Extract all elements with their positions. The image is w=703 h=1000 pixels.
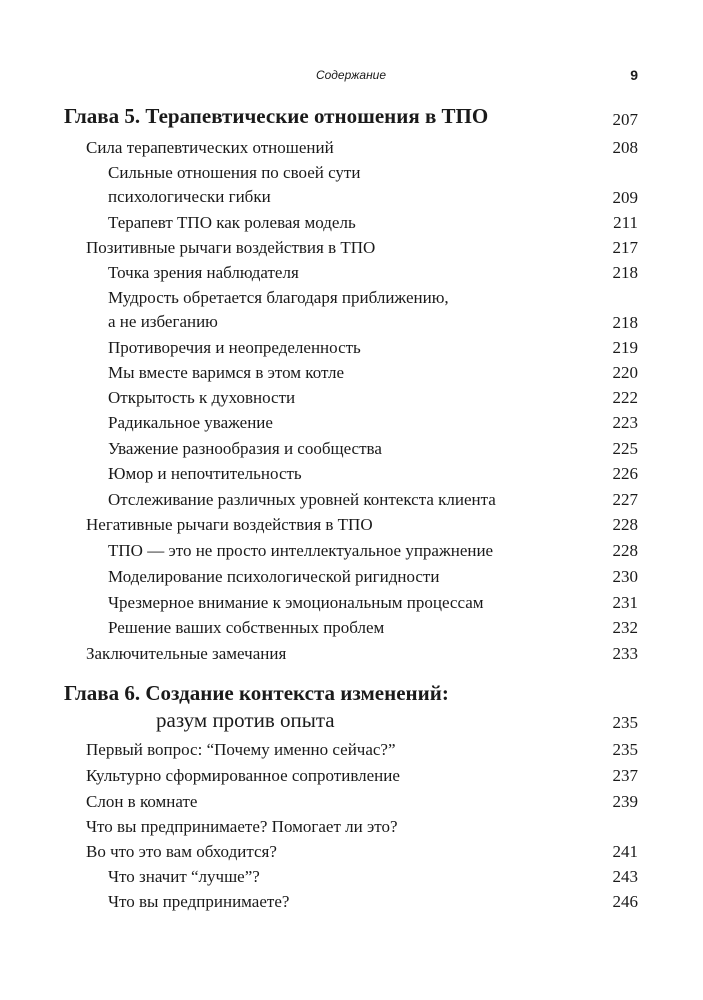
toc-entry-title-continued: а не избеганию [108, 312, 218, 331]
toc-entry [64, 138, 638, 158]
chapter-title: Глава 5. Терапевтические отношения в ТПО [64, 104, 489, 128]
toc-entry [64, 618, 638, 638]
chapter-title: Глава 6. Создание контекста изменений: [64, 681, 449, 705]
toc-entry-title: Терапевт ТПО как ролевая модель [108, 213, 356, 232]
toc-entry-page: 246 [612, 892, 638, 911]
toc-entry [64, 363, 638, 383]
toc-entry-title-continued: психологически гибки [108, 187, 271, 206]
toc-entry [64, 593, 638, 613]
toc-entry-page: 230 [612, 567, 638, 586]
toc-entry-title: Позитивные рычаги воздействия в ТПО [86, 238, 376, 257]
toc-entry [64, 338, 638, 358]
toc-entry-title: Радикальное уважение [108, 413, 273, 432]
toc-entry-title: Культурно сформированное сопротивление [86, 766, 400, 785]
chapter-6-heading [64, 681, 638, 733]
toc-entry [64, 213, 638, 233]
toc-entry-title: Мудрость обретается благодаря приближению, [108, 288, 449, 307]
toc-entry-title: Негативные рычаги воздействия в ТПО [86, 515, 373, 534]
toc-entry-title: Первый вопрос: “Почему именно сейчас?” [86, 740, 396, 759]
toc-entry [64, 238, 638, 258]
header-title: Содержание [315, 68, 387, 82]
chapter-subtitle: разум против опыта [156, 708, 335, 732]
toc-entry-title: Что вы предпринимаете? Помогает ли это? [86, 817, 398, 836]
toc-entry [64, 490, 638, 510]
toc-entry-page: 209 [612, 188, 638, 207]
toc-entry [64, 541, 638, 561]
toc-entry-page: 243 [612, 867, 638, 886]
toc-entry-page: 218 [612, 263, 638, 282]
toc-entry-title: Слон в комнате [86, 792, 198, 811]
toc-entry-page: 220 [612, 363, 638, 382]
toc-entry [64, 867, 638, 887]
toc-entry-title: Что вы предпринимаете? [108, 892, 290, 911]
toc-entry-title: Уважение разнообразия и сообщества [108, 439, 382, 458]
chapter-page: 235 [612, 713, 638, 732]
toc-entry-page: 231 [612, 593, 638, 612]
toc-entry-page: 241 [612, 842, 638, 861]
toc-entry-page: 233 [612, 644, 638, 663]
toc-entry-page: 217 [612, 238, 638, 257]
toc-entry [64, 644, 638, 664]
toc-entry [64, 842, 638, 862]
toc-entry-page: 211 [613, 213, 638, 232]
toc-entry-title: Моделирование психологической ригидности [108, 567, 440, 586]
toc-entry-title: Отслеживание различных уровней контекста клиента [108, 490, 496, 509]
toc-entry [64, 515, 638, 535]
toc-entry-page: 223 [612, 413, 638, 432]
toc-entry-page: 219 [612, 338, 638, 357]
toc-entry-title: Сильные отношения по своей сути [108, 163, 361, 182]
toc-entry [64, 288, 638, 333]
toc-entry-title: Сила терапевтических отношений [86, 138, 334, 157]
toc-entry [64, 817, 638, 837]
toc-entry-page: 222 [612, 388, 638, 407]
toc-entry-page: 235 [612, 740, 638, 759]
toc-entry-title: Мы вместе варимся в этом котле [108, 363, 345, 382]
toc-entry [64, 263, 638, 283]
toc-entry-page: 228 [612, 541, 638, 560]
toc-entry-page: 239 [612, 792, 638, 811]
toc-entry-title: ТПО — это не просто интеллектуальное упражнение [108, 541, 494, 560]
toc-entry-title: Заключительные замечания [86, 644, 287, 663]
toc-entry [64, 439, 638, 459]
toc-entry-page: 218 [612, 313, 638, 332]
toc-entry-page: 227 [612, 490, 638, 509]
toc-entry [64, 388, 638, 408]
toc-entry [64, 413, 638, 433]
toc-entry-title: Противоречия и неопределенность [108, 338, 361, 357]
toc-entry-page: 208 [612, 138, 638, 157]
toc-entry-page: 232 [612, 618, 638, 637]
running-header [64, 67, 638, 85]
toc-entry-title: Точка зрения наблюдателя [108, 263, 299, 282]
toc-entry [64, 567, 638, 587]
toc-entry-title: Что значит “лучше”? [108, 867, 260, 886]
toc-entry-title: Открытость к духовности [108, 388, 296, 407]
toc-entry-title: Чрезмерное внимание к эмоциональным процессам [108, 593, 484, 612]
toc-entry-title: Решение ваших собственных проблем [108, 618, 385, 637]
toc-entry-page: 237 [612, 766, 638, 785]
toc-entry [64, 892, 638, 912]
toc-entry-page: 225 [612, 439, 638, 458]
chapter-page: 207 [612, 110, 638, 129]
toc-entry [64, 766, 638, 786]
toc-entry [64, 163, 638, 208]
toc-entry [64, 792, 638, 812]
toc-entry-page: 228 [612, 515, 638, 534]
toc-entry [64, 464, 638, 484]
toc-entry-page: 226 [612, 464, 638, 483]
toc-entry-title: Во что это вам обходится? [86, 842, 277, 861]
header-page-number: 9 [630, 67, 638, 83]
toc-entry [64, 740, 638, 760]
chapter-5-heading [64, 104, 638, 130]
toc-entry-title: Юмор и непочтительность [108, 464, 302, 483]
